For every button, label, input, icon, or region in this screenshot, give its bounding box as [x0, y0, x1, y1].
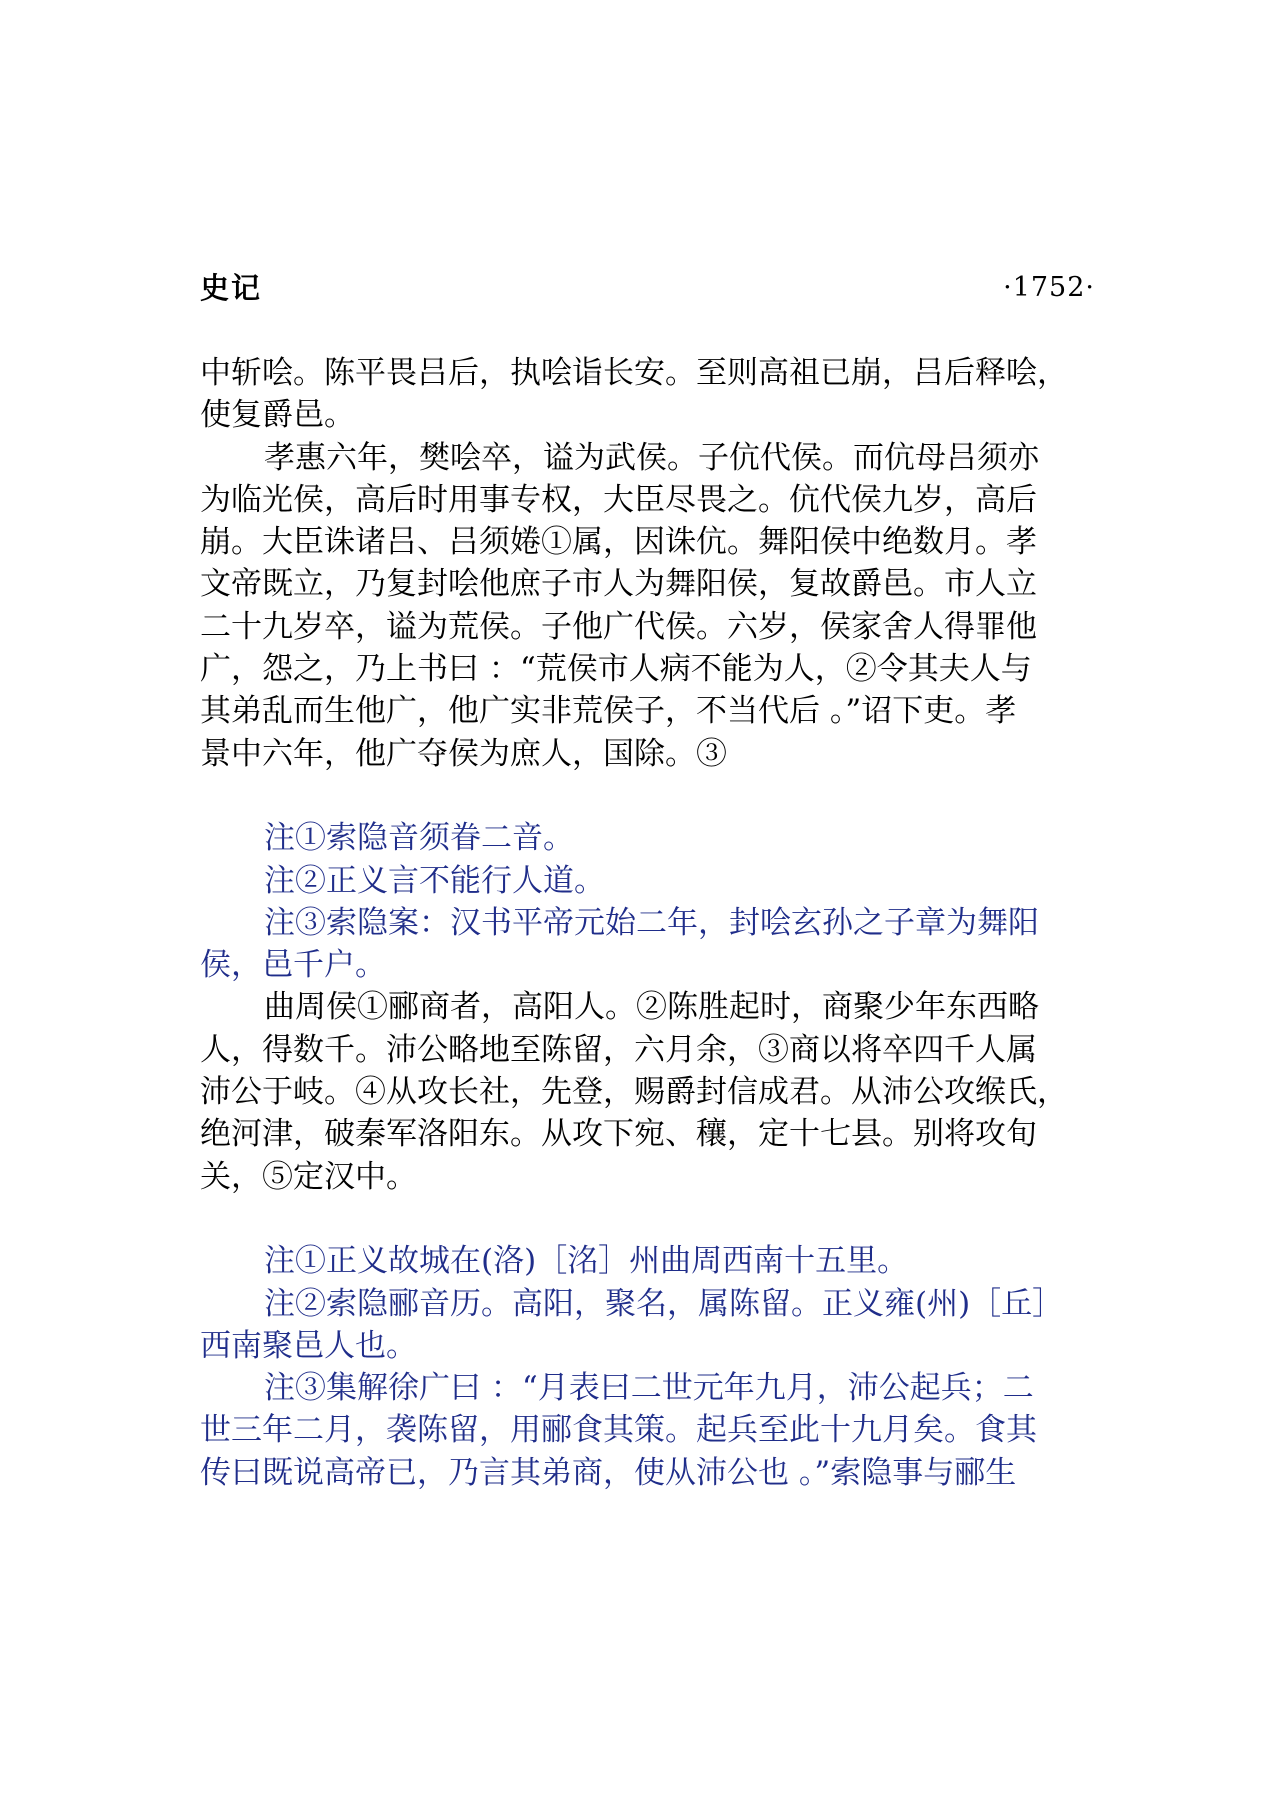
body-text	[200, 352, 1095, 1494]
page-number: ·1752·	[1003, 272, 1095, 303]
text-line: 沛公于岐。④从攻长社，先登，赐爵封信成君。从沛公攻缑氏，	[200, 1074, 1068, 1111]
text-line: 崩。大臣诛诸吕、吕须婘①属，因诛伉。舞阳侯中绝数月。孝	[200, 524, 1037, 561]
annotation-line: 注①索隐音须眷二音。	[264, 820, 574, 857]
annotation-line: 注②正义言不能行人道。	[264, 862, 605, 899]
book-title: 史记	[200, 271, 263, 305]
text-line: 文帝既立，乃复封哙他庶子市人为舞阳侯，复故爵邑。市人立	[200, 566, 1037, 603]
text-line: 广，怨之，乃上书曰 ：“荒侯市人病不能为人，②令其夫人与	[200, 651, 1032, 688]
text-line: 曲周侯①郦商者，高阳人。②陈胜起时，商聚少年东西略	[264, 989, 1039, 1026]
text-line: 中斩哙。陈平畏吕后，执哙诣长安。至则高祖已崩，吕后释哙，	[200, 355, 1068, 391]
text-line: 绝河津，破秦军洛阳东。从攻下宛、穰，定十七县。别将攻旬	[200, 1116, 1037, 1153]
annotation-line: 世三年二月，袭陈留，用郦食其策。起兵至此十九月矣。食其	[200, 1412, 1037, 1449]
text-line: 二十九岁卒，谥为荒侯。子他广代侯。六岁，侯家舍人得罪他	[200, 608, 1037, 645]
text-line: 使复爵邑。	[200, 397, 355, 434]
annotation-line: 传曰既说高帝已，乃言其弟商，使从沛公也 。”索隐事与郦生	[200, 1454, 1017, 1491]
paragraph-gap	[200, 1198, 1095, 1240]
text-line: 景中六年，他广夺侯为庶人，国除。③	[200, 735, 727, 772]
annotation-line: 西南聚邑人也。	[200, 1327, 417, 1364]
text-line: 其弟乱而生他广，他广实非荒侯子，不当代后 。”诏下吏。孝	[200, 693, 1017, 730]
annotation-line: 注③索隐案：汉书平帝元始二年，封哙玄孙之子章为舞阳	[264, 904, 1039, 941]
text-line: 孝惠六年，樊哙卒，谥为武侯。子伉代侯。而伉母吕须亦	[264, 439, 1039, 476]
annotation-line: 注①正义故城在(洛)［洺］州曲周西南十五里。	[264, 1243, 909, 1280]
page-header	[200, 268, 1095, 308]
text-line: 人，得数千。沛公略地至陈留，六月余，③商以将卒四千人属	[200, 1031, 1037, 1068]
text-line: 为临光侯，高后时用事专权，大臣尽畏之。伉代侯九岁，高后	[200, 481, 1037, 518]
annotation-line: 注②索隐郦音历。高阳，聚名，属陈留。正义雍(州)［丘］	[264, 1285, 1064, 1322]
paragraph-gap	[200, 775, 1095, 817]
text-line: 关，⑤定汉中。	[200, 1158, 417, 1195]
annotation-line: 注③集解徐广曰 ：“月表曰二世元年九月，沛公起兵；二	[264, 1370, 1034, 1407]
annotation-line: 侯，邑千户。	[200, 947, 386, 984]
